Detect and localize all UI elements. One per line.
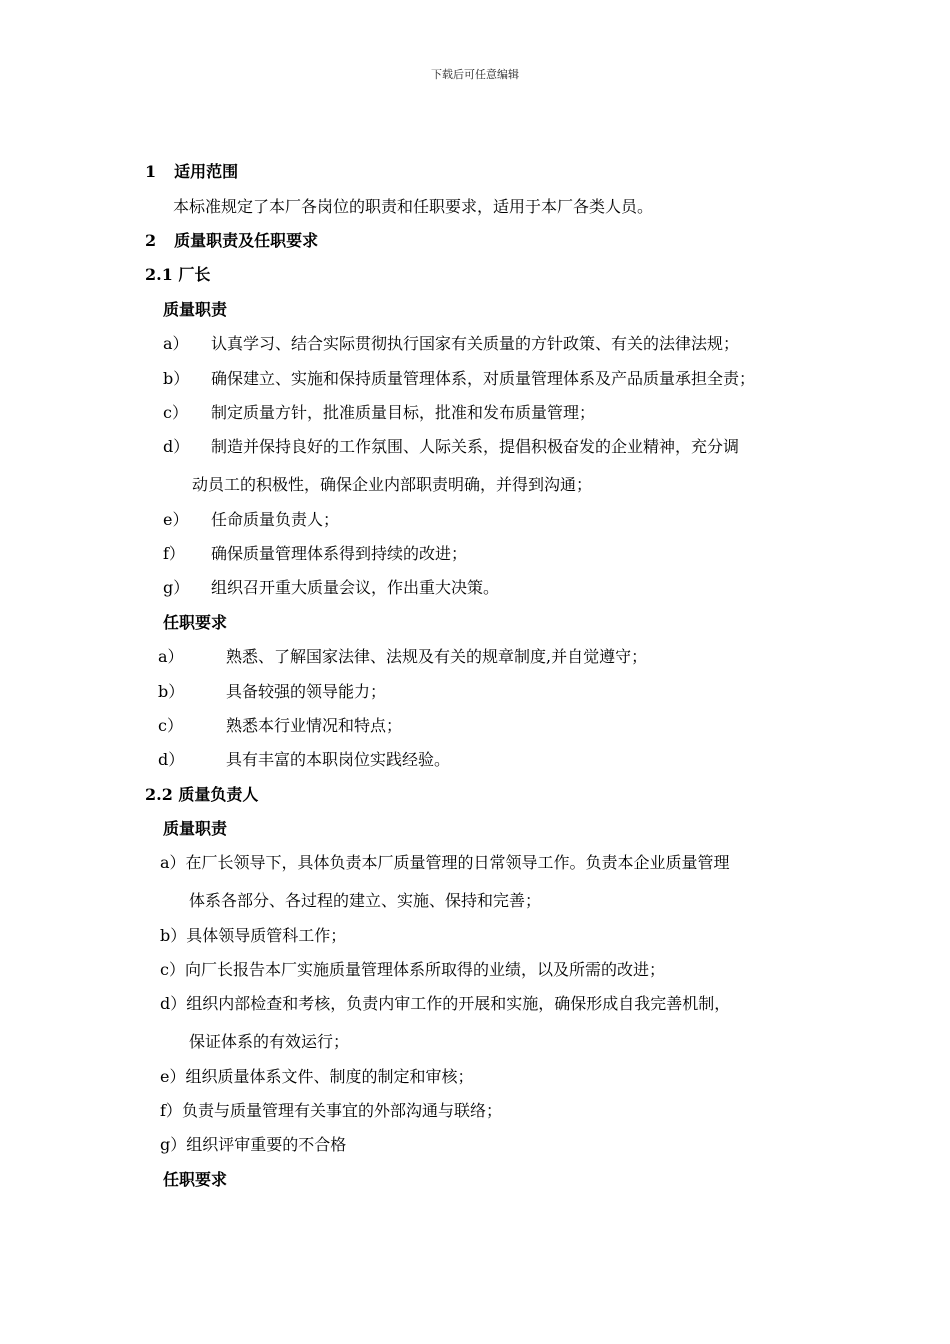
list-item (163, 510, 339, 530)
list-item (163, 544, 467, 564)
section-2-heading (145, 231, 318, 251)
item-text: 向厂长报告本厂实施质量管理体系所取得的业绩，以及所需的改进； (184, 960, 665, 979)
page-header: 下载后可任意编辑 (431, 68, 519, 81)
list-item (160, 853, 730, 873)
item-text: 熟悉、了解国家法律、法规及有关的规章制度,并自觉遵守； (226, 647, 648, 666)
list-item (158, 682, 386, 702)
item-text: 任命质量负责人； (211, 510, 340, 529)
item-text: 组织质量体系文件、制度的制定和审核； (185, 1067, 474, 1086)
item-label: d） (158, 750, 185, 769)
item-text: 制造并保持良好的工作氛围、人际关系，提倡积极奋发的企业精神，充分调 (211, 437, 740, 456)
list-item (163, 437, 739, 457)
list-item (160, 1135, 346, 1155)
list-item (160, 994, 730, 1014)
section-1-text: 本标准规定了本厂各岗位的职责和任职要求，适用于本厂各类人员。 (173, 197, 654, 216)
list-item (160, 1067, 474, 1087)
item-label: b） (158, 682, 185, 701)
list-item (163, 334, 739, 354)
list-item (158, 647, 647, 667)
item-label: e） (163, 510, 189, 529)
item-label: f） (163, 544, 185, 563)
item-label: f） (160, 1101, 182, 1120)
item-text: 制定质量方针，批准质量目标，批准和发布质量管理； (211, 403, 596, 422)
section-number: 1 (145, 162, 157, 181)
subsection-title: 质量负责人 (178, 785, 259, 804)
list-item (163, 578, 499, 598)
item-label: c） (160, 960, 185, 979)
subsection-number: 2.2 (145, 785, 173, 804)
item-label: g） (163, 578, 190, 597)
item-label: e） (160, 1067, 186, 1086)
subsection-2-1-heading (145, 265, 210, 285)
subsection-2-2-heading (145, 785, 258, 805)
item-text: 组织内部检查和考核，负责内审工作的开展和实施，确保形成自我完善机制， (186, 994, 731, 1013)
duty-heading: 质量职责 (163, 300, 228, 319)
item-text: 熟悉本行业情况和特点； (226, 716, 403, 735)
item-label: c） (163, 403, 188, 422)
section-number: 2 (145, 231, 157, 250)
item-text: 具备较强的领导能力； (226, 682, 387, 701)
item-text: 确保质量管理体系得到持续的改进； (211, 544, 468, 563)
item-label: d） (163, 437, 190, 456)
list-item (160, 926, 346, 946)
item-text: 在厂长领导下，具体负责本厂质量管理的日常领导工作。负责本企业质量管理 (185, 853, 730, 872)
item-label: b） (160, 926, 187, 945)
list-item (158, 716, 402, 736)
item-label: b） (163, 369, 190, 388)
list-item (160, 1101, 502, 1121)
duty-heading: 质量职责 (163, 819, 228, 838)
list-item-continuation: 动员工的积极性，确保企业内部职责明确，并得到沟通； (192, 475, 593, 494)
subsection-title: 厂长 (178, 265, 211, 284)
item-text: 认真学习、结合实际贯彻执行国家有关质量的方针政策、有关的法律法规； (211, 334, 740, 353)
subsection-number: 2.1 (145, 265, 173, 284)
item-text: 负责与质量管理有关事宜的外部沟通与联络； (181, 1101, 502, 1120)
list-item (158, 750, 450, 770)
item-label: a） (163, 334, 189, 353)
item-text: 具有丰富的本职岗位实践经验。 (226, 750, 451, 769)
item-text: 具体领导质管科工作； (186, 926, 347, 945)
list-item (163, 403, 595, 423)
item-text: 确保建立、实施和保持质量管理体系，对质量管理体系及产品质量承担全责； (211, 369, 756, 388)
item-label: d） (160, 994, 187, 1013)
item-text: 组织评审重要的不合格 (186, 1135, 347, 1154)
requirement-heading: 任职要求 (163, 1170, 228, 1189)
list-item (163, 369, 755, 389)
item-label: a） (160, 853, 186, 872)
item-label: a） (158, 647, 184, 666)
section-title: 适用范围 (174, 162, 239, 181)
item-label: g） (160, 1135, 187, 1154)
item-label: c） (158, 716, 183, 735)
list-item-continuation: 体系各部分、各过程的建立、实施、保持和完善； (189, 891, 542, 910)
section-1-heading (145, 162, 238, 182)
item-text: 组织召开重大质量会议，作出重大决策。 (211, 578, 500, 597)
requirement-heading: 任职要求 (163, 613, 228, 632)
list-item (160, 960, 665, 980)
list-item-continuation: 保证体系的有效运行； (189, 1032, 350, 1051)
section-title: 质量职责及任职要求 (174, 231, 319, 250)
